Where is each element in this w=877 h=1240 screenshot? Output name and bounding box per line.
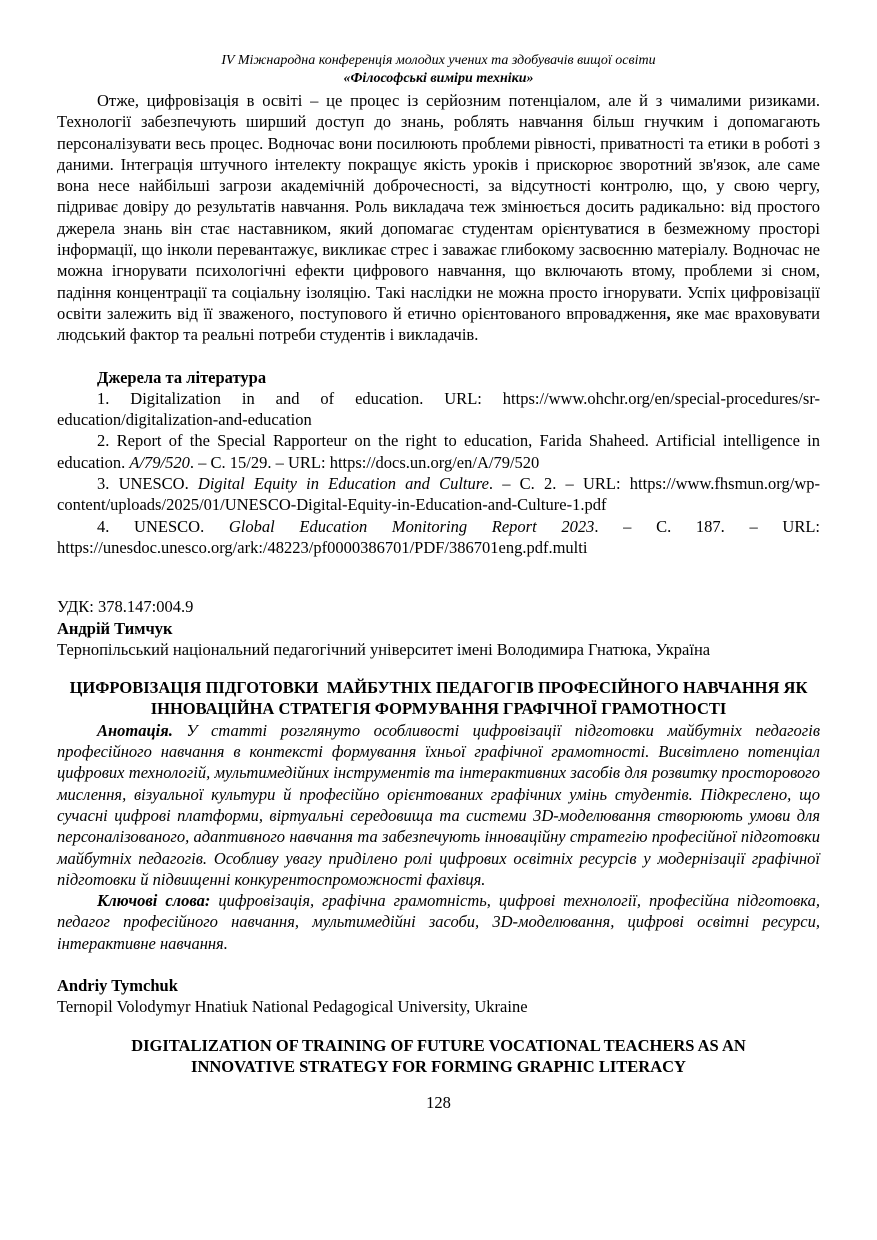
abstract-label: Анотація. xyxy=(97,720,173,740)
reference-item-4 xyxy=(57,516,820,559)
page-number: 128 xyxy=(426,1093,451,1113)
keywords-label: Ключові слова: xyxy=(97,891,211,911)
sources-heading: Джерела та література xyxy=(97,367,267,387)
reference-item-1 xyxy=(57,388,820,431)
affiliation-en: Ternopil Volodymyr Hnatiuk National Pedagogical University, Ukraine xyxy=(57,997,528,1017)
conclusion-text-part1: Отже, цифровізація в освіті – це процес із серйозним потенціалом, але й з чималими ризиками. Технології забезпечують ширший доступ до знань, роблять навчання більш гнучким і допомагають персоналізувати весь процес. Водночас вони посилюють проблеми рівності, приватності та етики в роботі з даними. Інтеграція штучного інтелекту покращує якість уроків і прискорює зворотний зв'язок, але саме вона несе найбільші загрози академічній доброчесності, за відсутності контролю, що, у свою чергу, підриває довіру до результатів навчання. Роль викладача теж змінюється досить радикально: від простого джерела знань він стає наставником, який допомагає студентам орієнтуватися в безмежному просторі інформації, що інколи перевантажує, викликає стрес і заважає глибокому засвоєнню матеріалу. Водночас не можна ігнорувати психологічні ефекти цифрового навчання, що включають втому, проблеми зі сном, падіння концентрації та соціальну ізоляцію. Такі наслідки не можна просто ігнорувати. Успіх цифровізації освіти залежить від її зваженого, поступового й етично орієнтованого впровадження xyxy=(57,91,820,323)
reference-item-2 xyxy=(57,430,820,473)
abstract-paragraph xyxy=(57,720,820,890)
conclusion-bold-comma: , xyxy=(666,303,671,323)
abstract-text: У статті розглянуто особливості цифровізації підготовки майбутніх педагогів професійного навчання в контексті формування їхньої графічної грамотності. Висвітлено потенціал цифрових технологій, мультимедійних інструментів та інтерактивних засобів для розвитку просторового мислення, візуальної культури й професійно орієнтованих графічних умінь студентів. Підкреслено, що сучасні цифрові платформи, віртуальні середовища та системи 3D-моделювання створюють умови для персоналізованого, адаптивного навчання та забезпечують інноваційну стратегію професійної підготовки майбутніх педагогів. Особливу увагу приділено ролі цифрових освітніх ресурсів у модернізації графічної підготовки й підвищенні конкурентоспроможності фахівця. xyxy=(57,720,820,889)
reference-4-text: 4. UNESCO. xyxy=(97,516,229,536)
udc-line: УДК: 378.147:004.9 xyxy=(57,597,194,617)
running-header xyxy=(57,52,820,88)
reference-3-italic-title: Digital Equity in Education and Culture xyxy=(197,474,489,494)
reference-4-italic-title: Global Education Monitoring Report 2023 xyxy=(228,516,595,536)
article-title-en: DIGITALIZATION OF TRAINING OF FUTURE VOCATIONAL TEACHERS AS AN INNOVATIVE STRATEGY FOR FORMING GRAPHIC LITERACY xyxy=(131,1035,746,1076)
article-title-uk: ЦИФРОВІЗАЦІЯ ПІДГОТОВКИ МАЙБУТНІХ ПЕДАГОГІВ ПРОФЕСІЙНОГО НАВЧАННЯ ЯК ІННОВАЦІЙНА СТРАТЕГІЯ ФОРМУВАННЯ ГРАФІЧНОЇ ГРАМОТНОСТІ xyxy=(69,678,812,719)
reference-item-3 xyxy=(57,473,820,516)
conclusion-paragraph xyxy=(57,90,820,346)
author-name-en: Andriy Tymchuk xyxy=(57,975,178,995)
conference-theme: «Філософські виміри техніки» xyxy=(343,71,534,86)
reference-3-tail: . – С. 2. – URL: https://www.fhsmun.org/wp-content/uploads/2025/01/UNESCO-Digital-Equity-in-Education-and-Culture-1.pdf xyxy=(57,474,820,515)
author-name-uk: Андрій Тимчук xyxy=(57,618,173,638)
reference-4-tail: . – С. 187. – URL: https://unesdoc.unesco.org/ark:/48223/pf0000386701/PDF/386701eng.pdf.multi xyxy=(57,516,821,557)
affiliation-uk: Тернопільський національний педагогічний університет імені Володимира Гнатюка, Україна xyxy=(57,639,711,659)
reference-3-text: 3. UNESCO. xyxy=(97,474,198,494)
keywords-paragraph xyxy=(57,890,820,954)
reference-1-text: 1. Digitalization in and of education. URL: https://www.ohchr.org/en/special-procedures/sr-education/digitalization-and-education xyxy=(57,388,820,430)
reference-2-text: 2. Report of the Special Rapporteur on the right to education, Farida Shaheed. Artificial intelligence in education. xyxy=(57,431,820,472)
conference-title: IV Міжнародна конференція молодих учених та здобувачів вищої освіти xyxy=(221,53,656,68)
conclusion-text-part2: яке має враховувати людський фактор та реальні потреби студентів і викладачів. xyxy=(57,303,820,345)
reference-2-tail: . – С. 15/29. – URL: https://docs.un.org/en/A/79/520 xyxy=(189,452,540,472)
reference-2-italic-title: A/79/520 xyxy=(129,452,190,472)
keywords-text: цифровізація, графічна грамотність, цифрові технології, професійна підготовка, педагог професійного навчання, мультимедійні засоби, 3D-моделювання, цифрові освітні ресурси, інтерактивне навчання. xyxy=(57,891,820,953)
